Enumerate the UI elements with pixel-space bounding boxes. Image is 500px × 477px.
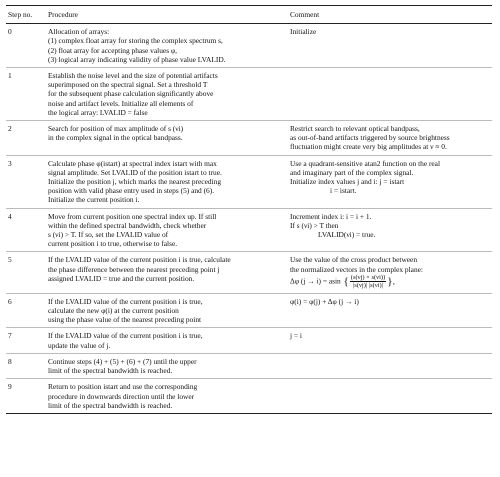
procedure-line: signal amplitude. Set LVALID of the position istart to true. [48, 167, 222, 177]
cross-product-formula [290, 274, 488, 290]
comment-cell [288, 208, 492, 252]
comment-cell [288, 121, 492, 156]
procedure-line: Establish the noise level and the size of potential artifacts [48, 71, 218, 81]
table-row [6, 252, 492, 293]
comment-cell [288, 379, 492, 414]
procedure-line: the phase difference between the nearest preceding point j [48, 264, 220, 274]
procedure-line: using the phase value of the nearest preceding point [48, 315, 202, 325]
procedure-line: If the LVALID value of the current position i is true, [48, 296, 203, 306]
comment-line: φ(i) = φ(j) + Δφ (j → i) [290, 296, 359, 306]
procedure-line: calculate the new φ(i) at the current position [48, 306, 179, 316]
procedure-line: within the defined spectral bandwidth, check whether [48, 220, 207, 230]
right-brace: }. [387, 275, 396, 288]
comment-line: LVALID(νi) = true. [318, 230, 376, 240]
table-row [6, 208, 492, 252]
procedure-line: Move from current position one spectral index up. If still [48, 211, 217, 221]
procedure-line: the logical array: LVALID = false [48, 107, 148, 117]
procedure-line: for the subsequent phase calculation significantly above [48, 89, 214, 99]
formula-lhs: Δφ (j → i) = asin [290, 276, 341, 286]
table-row [6, 155, 492, 208]
procedure-line: If the LVALID value of the current position i is true, [48, 331, 203, 341]
procedure-cell [46, 379, 288, 414]
procedure-line: Initialize the current position i. [48, 195, 140, 205]
comment-line: and imaginary part of the complex signal. [290, 167, 414, 177]
procedure-cell [46, 353, 288, 378]
table-row [6, 293, 492, 328]
procedure-line: Allocation of arrays: [48, 27, 110, 37]
procedure-table [6, 5, 492, 414]
step-number: 5 [8, 255, 12, 265]
step-number: 1 [8, 71, 12, 81]
step-number: 9 [8, 382, 12, 392]
table-row [6, 68, 492, 121]
procedure-line: Return to position istart and use the corresponding [48, 382, 198, 392]
comment-cell [288, 24, 492, 68]
formula-fraction [350, 274, 386, 290]
comment-cell [288, 252, 492, 293]
table-row [6, 24, 492, 68]
procedure-line: Initialize the position j, which marks the nearest preceding [48, 177, 222, 187]
procedure-cell [46, 252, 288, 293]
procedure-line: If the LVALID value of the current position i is true, calculate [48, 255, 231, 265]
procedure-cell [46, 208, 288, 252]
step-number: 0 [8, 27, 12, 37]
table-row [6, 328, 492, 353]
procedure-line: position with valid phase entry used in steps (5) and (6). [48, 186, 215, 196]
comment-cell [288, 328, 492, 353]
procedure-cell [46, 155, 288, 208]
table-header-row [6, 6, 492, 24]
table-row [6, 353, 492, 378]
procedure-line: assigned LVALID = true and the current position. [48, 273, 195, 283]
comment-line: as out-of-band artifacts triggered by source brightness [290, 133, 450, 143]
procedure-line: Search for position of max amplitude of s (νi) [48, 124, 184, 134]
step-number: 4 [8, 211, 12, 221]
table-body [6, 24, 492, 414]
fraction-numerator: (s(νj) × s(νi)) [350, 273, 386, 281]
procedure-line: s (νi) > T. If so, set the LVALID value of [48, 230, 169, 240]
step-number: 3 [8, 158, 12, 168]
procedure-cell [46, 68, 288, 121]
comment-line: Restrict search to relevant optical bandpass, [290, 124, 420, 134]
left-brace: { [340, 275, 349, 288]
fraction-denominator: |s(νj)| |s(νi)| [352, 282, 384, 290]
table-row [6, 121, 492, 156]
comment-line: Use a quadrant-sensitive atan2 function on the real [290, 158, 441, 168]
procedure-line: superimposed on the spectral signal. Set a threshold T [48, 80, 208, 90]
procedure-cell [46, 328, 288, 353]
comment-line: j = i [290, 331, 302, 341]
procedure-line: (1) complex float array for storing the complex spectrum s, [48, 36, 223, 46]
comment-cell [288, 68, 492, 121]
comment-line: fluctuation might create very big amplitudes at ν ≈ 0. [290, 142, 447, 152]
comment-line: If s (νi) > T then [290, 220, 339, 230]
header-procedure: Procedure [46, 6, 288, 24]
comment-line: Use the value of the cross product between [290, 255, 418, 265]
comment-cell [288, 155, 492, 208]
procedure-cell [46, 24, 288, 68]
table-row [6, 379, 492, 414]
comment-line: the normalized vectors in the complex plane: [290, 264, 423, 274]
comment-line: Initialize index values j and i: j = istart [290, 177, 405, 187]
step-number: 7 [8, 331, 12, 341]
comment-line: i = istart. [330, 186, 357, 196]
header-step: Step no. [6, 6, 46, 24]
comment-cell [288, 293, 492, 328]
procedure-line: limit of the spectral bandwidth is reached. [48, 366, 173, 376]
procedure-cell [46, 293, 288, 328]
step-number: 6 [8, 296, 12, 306]
procedure-line: (2) float array for accepting phase values φ, [48, 45, 178, 55]
step-number: 2 [8, 124, 12, 134]
procedure-line: update the value of j. [48, 340, 111, 350]
procedure-line: limit of the spectral bandwidth is reached. [48, 400, 173, 410]
procedure-line: (3) logical array indicating validity of phase value LVALID. [48, 54, 226, 64]
procedure-line: Calculate phase φ(istart) at spectral index istart with max [48, 158, 217, 168]
procedure-line: Continue steps (4) + (5) + (6) + (7) until the upper [48, 356, 197, 366]
comment-cell [288, 353, 492, 378]
step-number: 8 [8, 356, 12, 366]
comment-line: Initialize [290, 27, 317, 37]
procedure-cell [46, 121, 288, 156]
procedure-line: noise and artifact levels. Initialize all elements of [48, 98, 194, 108]
comment-line: Increment index i: i = i + 1. [290, 211, 372, 221]
header-comment: Comment [288, 6, 492, 24]
procedure-line: procedure in downwards direction until the lower [48, 391, 195, 401]
procedure-line: in the complex signal in the optical bandpass. [48, 133, 183, 143]
procedure-line: current position i to true, otherwise to false. [48, 239, 178, 249]
